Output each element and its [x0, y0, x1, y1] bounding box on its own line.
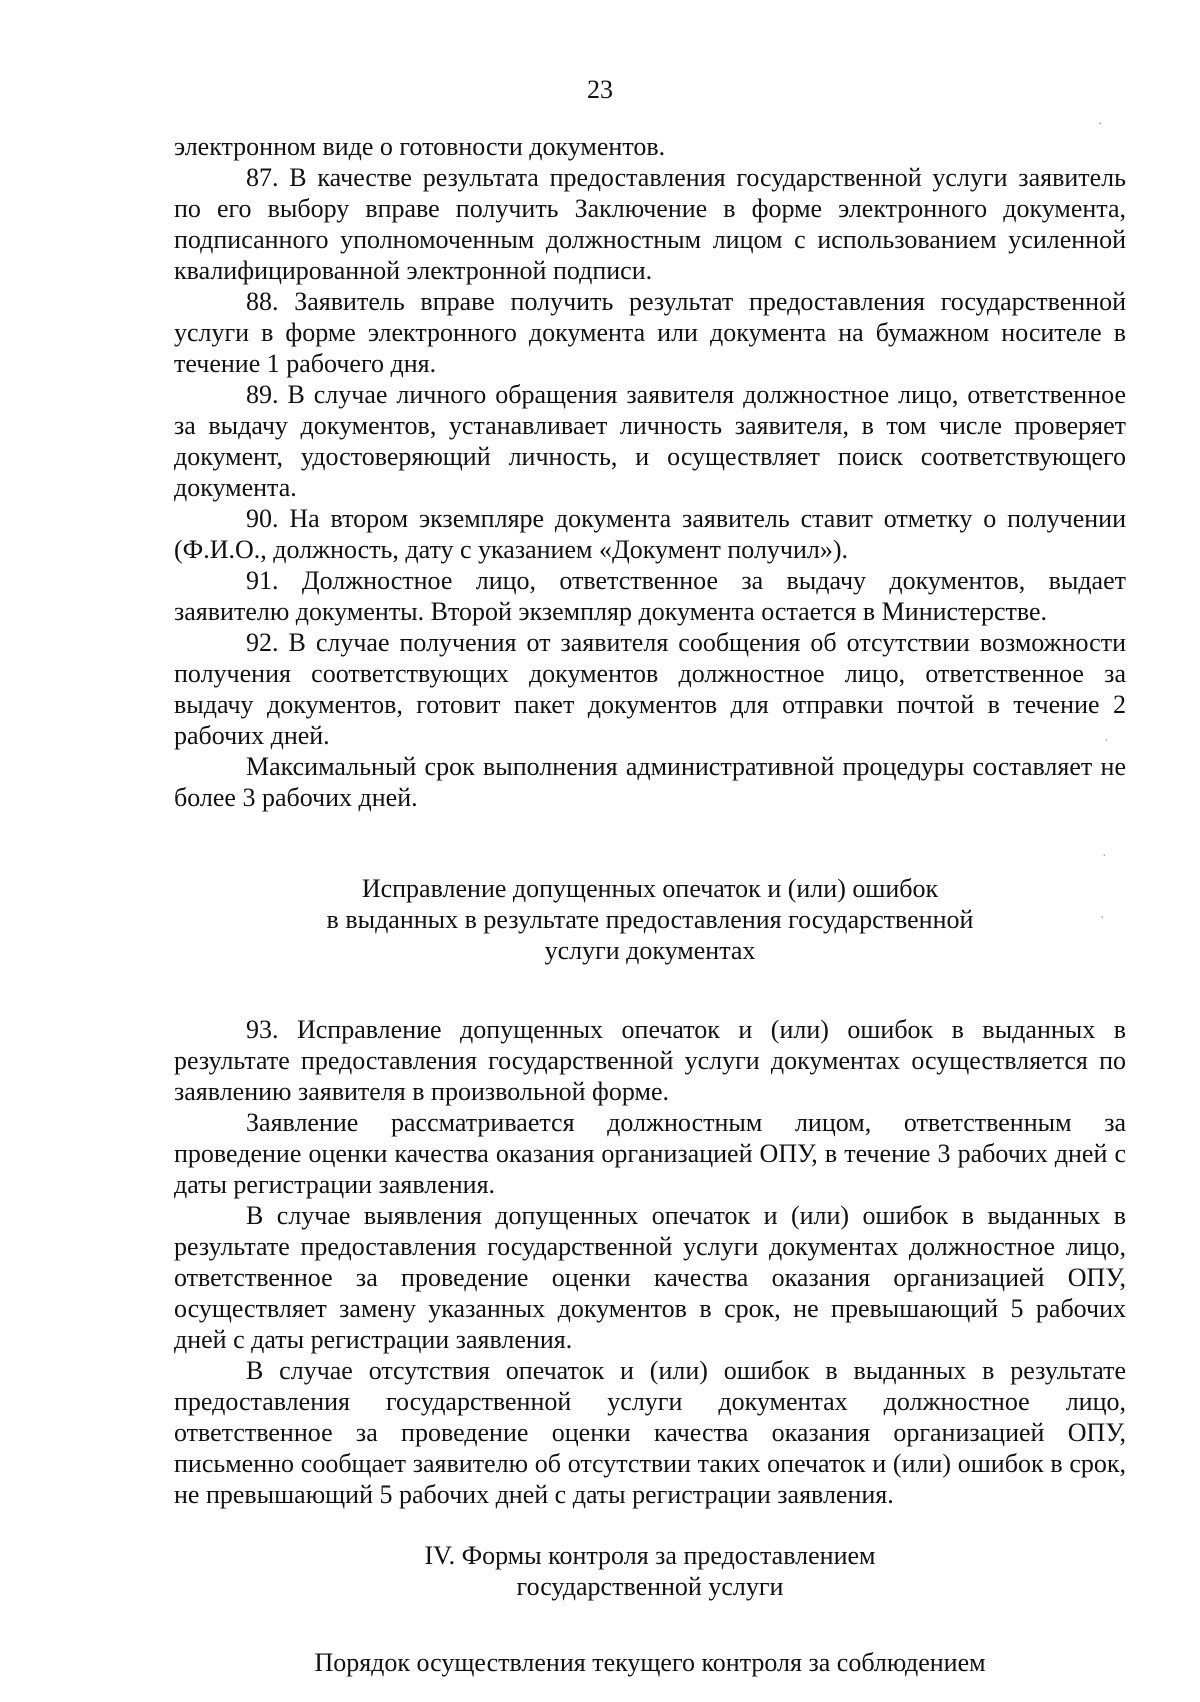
paragraph-87: 87. В качестве результата предоставления государственной услуги заявитель по его выбору вправе получить Заключение в форме электронного документа, подписанного уполномоченным должностным лицом с использованием усиленной квалифицированной электронной подписи.	[174, 163, 1126, 285]
heading-line: услуги документах	[544, 936, 756, 965]
spacer	[174, 1510, 1126, 1540]
paragraph-max-term: Максимальный срок выполнения административной процедуры составляет не более 3 рабочих дней.	[174, 752, 1126, 812]
paragraph-89: 89. В случае личного обращения заявителя должностное лицо, ответственное за выдачу документов, устанавливает личность заявителя, в том числе проверяет документ, удостоверяющий личность, и осуществляет поиск соответствующего документа.	[174, 380, 1126, 502]
heading-line: Исправление допущенных опечаток и (или) ошибок	[361, 874, 939, 903]
paragraph: В случае отсутствия опечаток и (или) ошибок в выданных в результате предоставления государственной услуги документах должностное лицо, ответственное за проведение оценки качества оказания организацией ОПУ, письменно сообщает заявителю об отсутствии таких опечаток и (или) ошибок в срок, не превышающий 5 рабочих дней с даты регистрации заявления.	[174, 1356, 1126, 1509]
paragraph: электронном виде о готовности документов.	[174, 132, 666, 161]
subsection-heading	[174, 1647, 1126, 1678]
document-body	[174, 131, 1126, 1678]
heading-line: Порядок осуществления текущего контроля за соблюдением	[314, 1648, 986, 1677]
spacer	[174, 813, 1126, 873]
paragraph: В случае выявления допущенных опечаток и (или) ошибок в выданных в результате предоставления государственной услуги документах должностное лицо, ответственное за проведение оценки качества оказания организацией ОПУ, осуществляет замену указанных документов в срок, не превышающий 5 рабочих дней с даты регистрации заявления.	[174, 1201, 1126, 1354]
paragraph: Заявление рассматривается должностным лицом, ответственным за проведение оценки качества оказания организацией ОПУ, в течение 3 рабочих дней с даты регистрации заявления.	[174, 1108, 1126, 1199]
paragraph-92: 92. В случае получения от заявителя сообщения об отсутствии возможности получения соответствующих документов должностное лицо, ответственное за выдачу документов, готовит пакет документов для отправки почтой в течение 2 рабочих дней.	[174, 628, 1126, 750]
scan-speck: ·	[1098, 117, 1103, 132]
scan-speck: ·	[1104, 734, 1109, 749]
heading-line: государственной услуги	[516, 1572, 784, 1601]
heading-line: в выданных в результате предоставления государственной	[326, 905, 974, 934]
section-heading-corrections	[174, 873, 1126, 966]
spacer	[174, 966, 1126, 1014]
paragraph-88: 88. Заявитель вправе получить результат предоставления государственной услуги в форме электронного документа или документа на бумажном носителе в течение 1 рабочего дня.	[174, 287, 1126, 378]
paragraph-91: 91. Должностное лицо, ответственное за выдачу документов, выдает заявителю документы. Второй экземпляр документа остается в Министерстве.	[174, 566, 1126, 626]
spacer	[174, 1602, 1126, 1647]
scan-speck: ·	[1100, 911, 1105, 926]
heading-line: IV. Формы контроля за предоставлением	[424, 1541, 876, 1570]
section-heading-iv	[174, 1540, 1126, 1602]
paragraph-93: 93. Исправление допущенных опечаток и (или) ошибок в выданных в результате предоставления государственной услуги документах осуществляется по заявлению заявителя в произвольной форме.	[174, 1015, 1126, 1106]
page-number: 23	[587, 75, 613, 104]
scan-speck: ·	[1102, 849, 1107, 864]
paragraph-90: 90. На втором экземпляре документа заявитель ставит отметку о получении (Ф.И.О., должность, дату с указанием «Документ получил»).	[174, 504, 1126, 564]
